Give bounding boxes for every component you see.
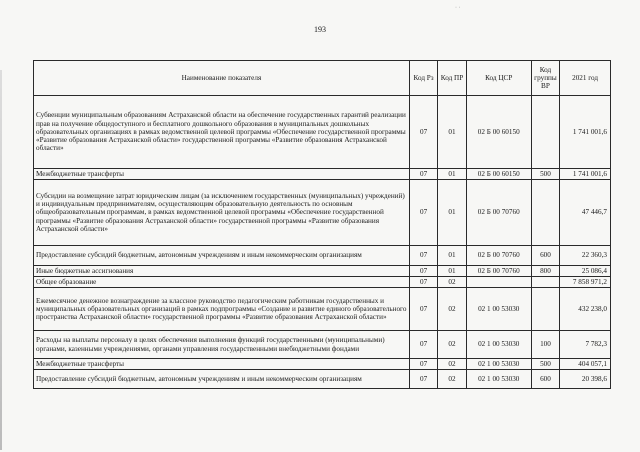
row-pr: 01: [438, 246, 466, 266]
table-row: [34, 246, 611, 266]
table-row: [34, 180, 611, 246]
row-vr: [531, 96, 559, 169]
row-rz: 07: [409, 277, 437, 288]
row-pr: 01: [438, 180, 466, 246]
row-pr: 02: [438, 370, 466, 389]
row-csr: 02 Б 00 60150: [466, 169, 531, 180]
row-csr: 02 Б 00 70760: [466, 246, 531, 266]
header-csr: Код ЦСР: [466, 61, 531, 96]
row-vr: [531, 180, 559, 246]
row-csr: 02 Б 00 60150: [466, 96, 531, 169]
row-name: Расходы на выплаты персоналу в целях обеспечения выполнения функций государственными (муниципальными) органами, казенными учреждениями, органами управления государственными внебюджетными фондами: [34, 331, 410, 359]
row-name: Субсидии на возмещение затрат юридическим лицам (за исключением государственных (муниципальных) учреждений) и индивидуальным предпринимателям, осуществляющим образовательную деятельность по основным общеобразовательным программам, в рамках ведомственной целевой программы «Обеспечение государственной программы «Развитие образования Астраханской области» государственной программы «Развитие образования Астраханской области»: [34, 180, 410, 246]
header-name: Наименование показателя: [34, 61, 410, 96]
row-amount: 1 741 001,6: [560, 96, 611, 169]
row-amount: 7 782,3: [560, 331, 611, 359]
row-vr: [531, 277, 559, 288]
row-amount: 22 360,3: [560, 246, 611, 266]
table-row: [34, 288, 611, 331]
row-name: Межбюджетные трансферты: [34, 169, 410, 180]
row-rz: 07: [409, 288, 437, 331]
row-pr: 01: [438, 96, 466, 169]
row-amount: 1 741 001,6: [560, 169, 611, 180]
row-rz: 07: [409, 96, 437, 169]
row-amount: 7 858 971,2: [560, 277, 611, 288]
row-rz: 07: [409, 180, 437, 246]
row-name: Общее образование: [34, 277, 410, 288]
row-name: Ежемесячное денежное вознаграждение за классное руководство педагогическим работникам государственных и муниципальных образовательных организаций в рамках подпрограммы «Создание и развитие единого образовательного пространства Астраханской области» государственной программы «Развитие образования Астраханской области»: [34, 288, 410, 331]
row-pr: 02: [438, 277, 466, 288]
row-vr: 100: [531, 331, 559, 359]
table-row: [34, 331, 611, 359]
row-rz: 07: [409, 266, 437, 277]
row-pr: 01: [438, 169, 466, 180]
scan-mark: · ·: [455, 5, 461, 11]
table-row: [34, 370, 611, 389]
row-csr: [466, 277, 531, 288]
scan-edge: [0, 70, 2, 450]
row-vr: 500: [531, 169, 559, 180]
table-row: [34, 169, 611, 180]
row-rz: 07: [409, 359, 437, 370]
row-rz: 07: [409, 169, 437, 180]
header-vr: Код группы ВР: [531, 61, 559, 96]
row-vr: 800: [531, 266, 559, 277]
row-vr: 600: [531, 246, 559, 266]
row-name: Предоставление субсидий бюджетным, автономным учреждениям и иным некоммерческим организациям: [34, 246, 410, 266]
row-pr: 02: [438, 331, 466, 359]
row-csr: 02 1 00 53030: [466, 288, 531, 331]
budget-table: [33, 60, 611, 389]
row-rz: 07: [409, 331, 437, 359]
row-amount: 404 057,1: [560, 359, 611, 370]
row-csr: 02 Б 00 70760: [466, 266, 531, 277]
row-name: Предоставление субсидий бюджетным, автономным учреждениям и иным некоммерческим организациям: [34, 370, 410, 389]
row-amount: 47 446,7: [560, 180, 611, 246]
table-row: [34, 266, 611, 277]
row-vr: 500: [531, 359, 559, 370]
header-pr: Код ПР: [438, 61, 466, 96]
row-pr: 02: [438, 288, 466, 331]
row-pr: 02: [438, 359, 466, 370]
table-header-row: [34, 61, 611, 96]
row-rz: 07: [409, 370, 437, 389]
row-csr: 02 1 00 53030: [466, 359, 531, 370]
page-number: 193: [314, 25, 326, 34]
row-name: Субвенции муниципальным образованиям Астраханской области на обеспечение государственных гарантий реализации прав на получение общедоступного и бесплатного дошкольного образования в муниципальных дошкольных образовательных организациях в рамках ведомственной целевой программы «Обеспечение государственной программы «Развитие образования Астраханской области» государственной программы «Развитие образования Астраханской области»: [34, 96, 410, 169]
header-rz: Код Рз: [409, 61, 437, 96]
row-amount: 25 086,4: [560, 266, 611, 277]
row-amount: 20 398,6: [560, 370, 611, 389]
table-row: [34, 96, 611, 169]
row-pr: 01: [438, 266, 466, 277]
row-csr: 02 1 00 53030: [466, 370, 531, 389]
row-vr: 600: [531, 370, 559, 389]
row-amount: 432 238,0: [560, 288, 611, 331]
row-csr: 02 1 00 53030: [466, 331, 531, 359]
table-row: [34, 277, 611, 288]
header-year: 2021 год: [560, 61, 611, 96]
row-csr: 02 Б 00 70760: [466, 180, 531, 246]
table-row: [34, 359, 611, 370]
row-vr: [531, 288, 559, 331]
row-name: Иные бюджетные ассигнования: [34, 266, 410, 277]
row-rz: 07: [409, 246, 437, 266]
row-name: Межбюджетные трансферты: [34, 359, 410, 370]
